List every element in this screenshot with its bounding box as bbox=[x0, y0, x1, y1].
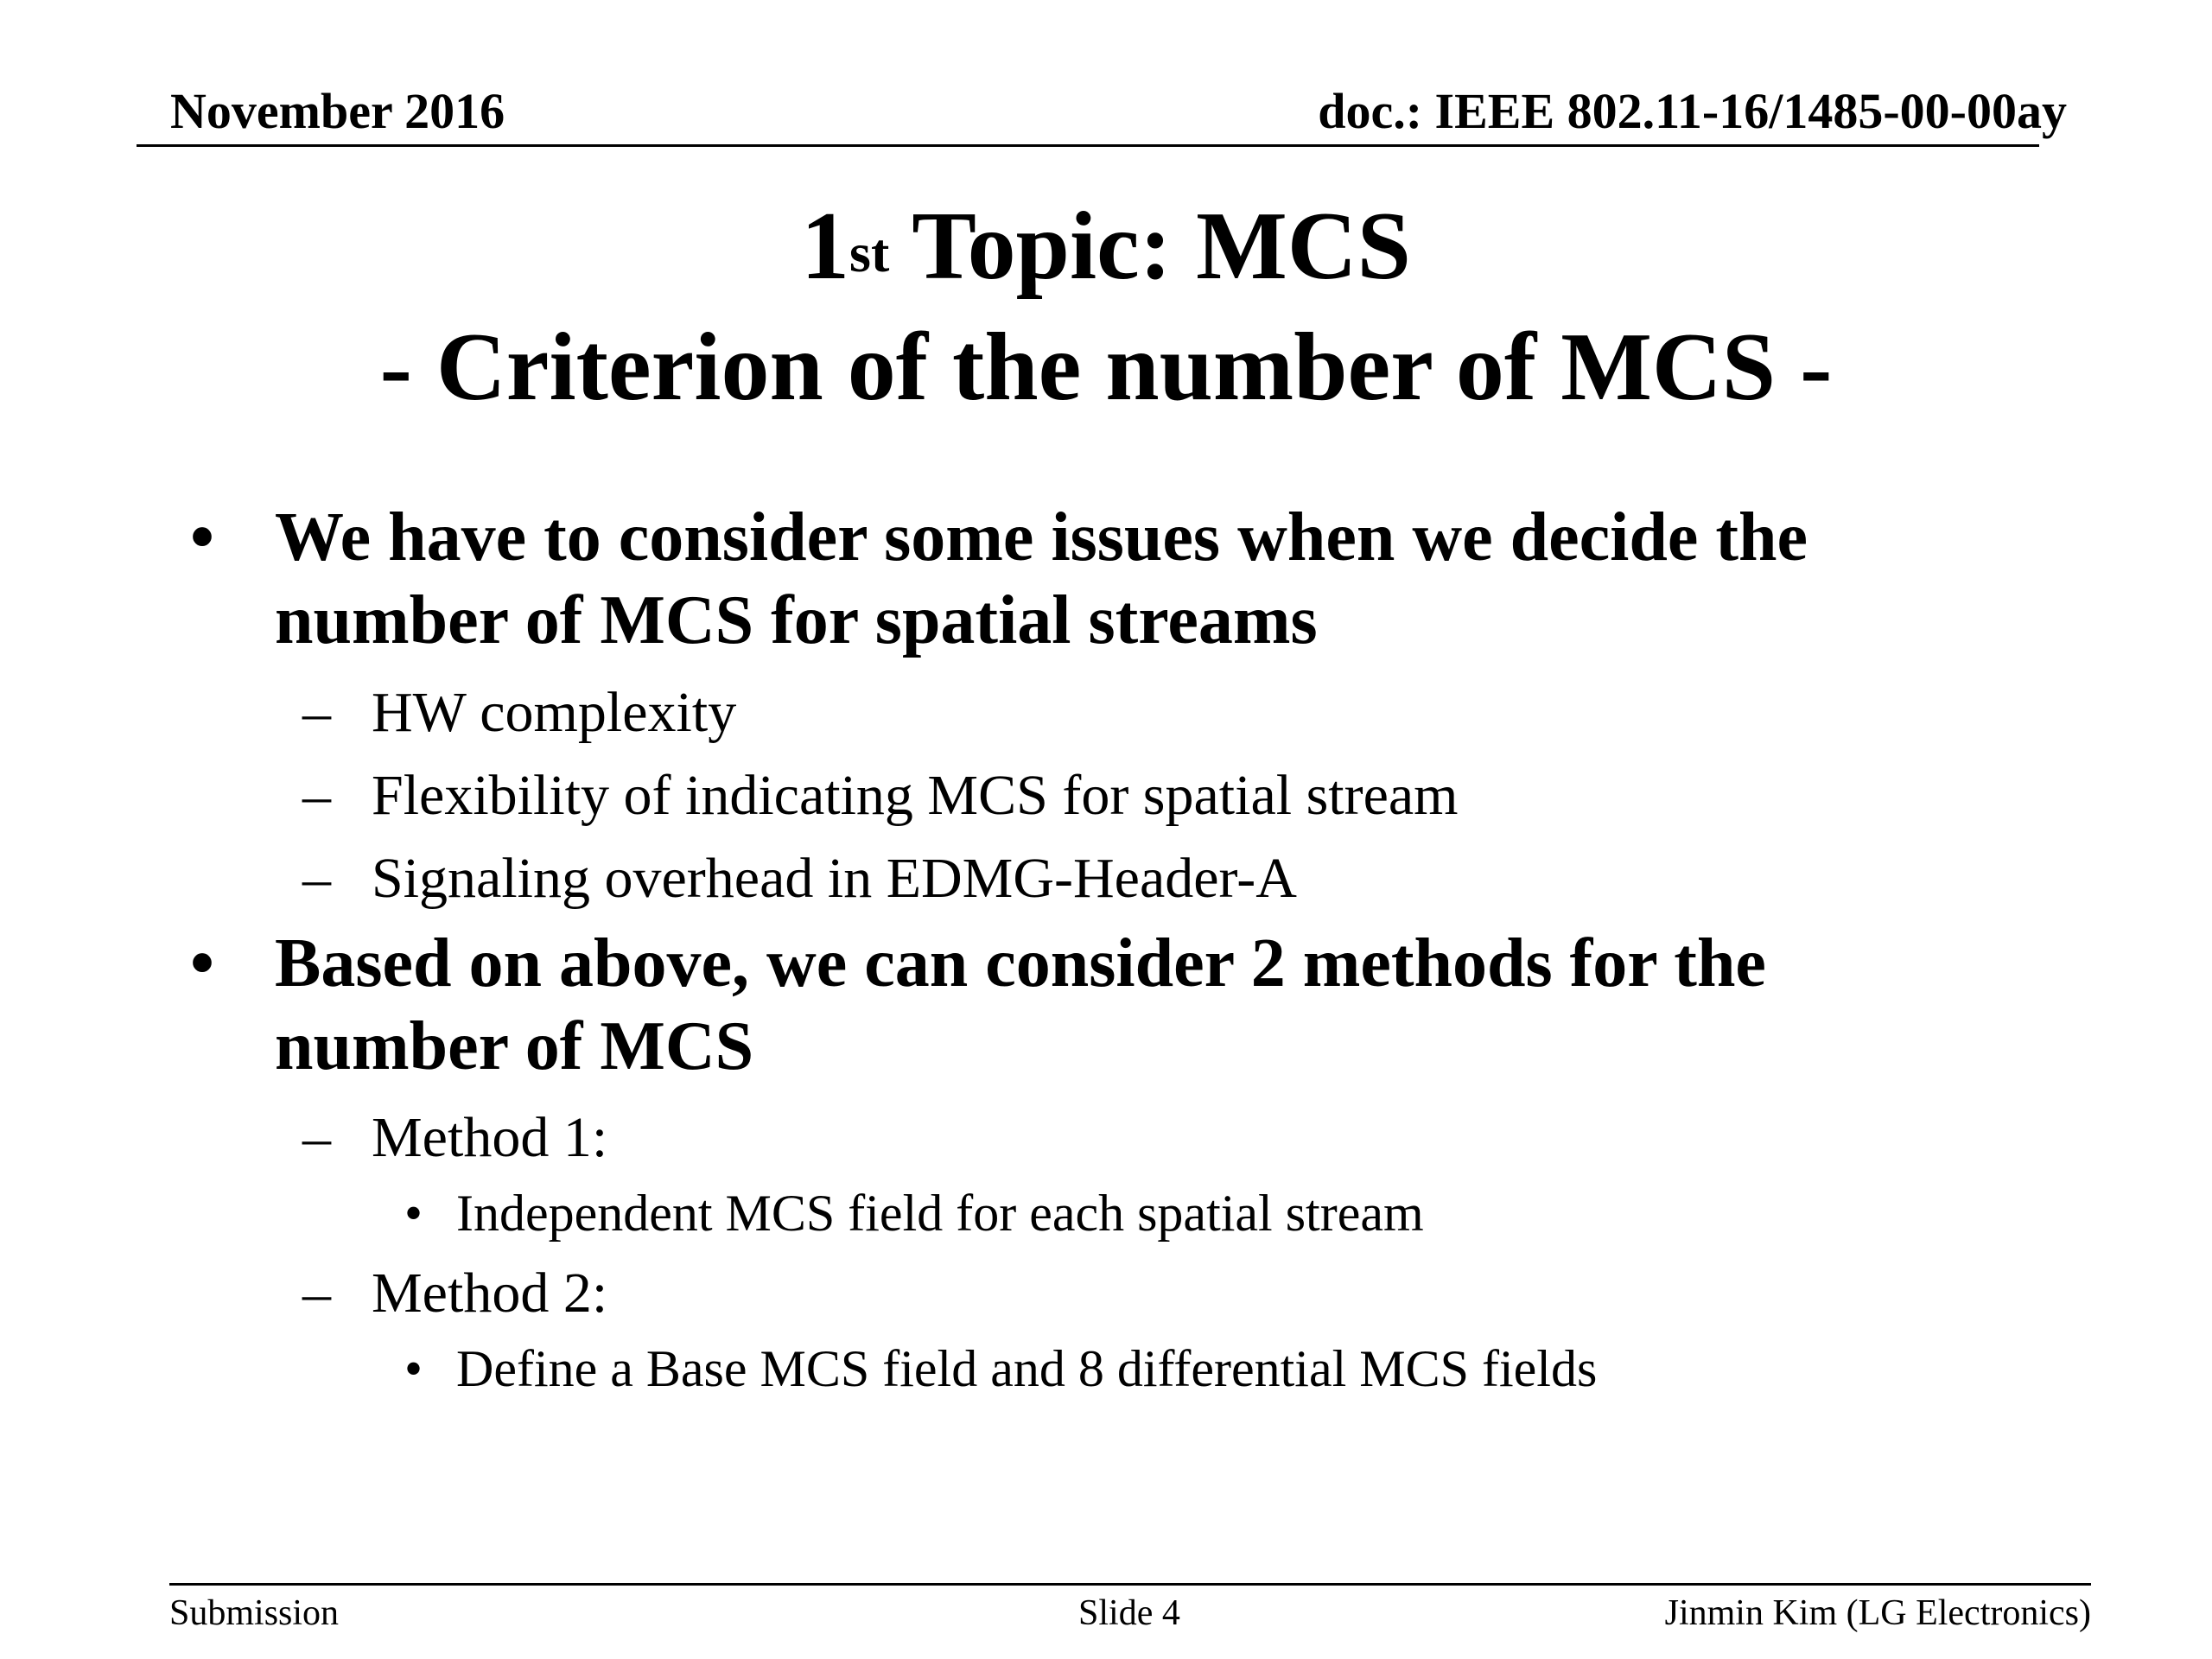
sub-bullet-text: Method 2: bbox=[372, 1262, 608, 1325]
title-line-1 bbox=[0, 186, 2212, 307]
dot-marker: • bbox=[404, 1340, 423, 1397]
footer-divider bbox=[169, 1583, 2091, 1586]
sub-sub-bullet-text: Define a Base MCS field and 8 differential MCS fields bbox=[456, 1340, 1598, 1397]
dash-marker: – bbox=[302, 1106, 331, 1169]
dash-marker: – bbox=[302, 1262, 331, 1325]
dash-marker: – bbox=[302, 681, 331, 744]
sub-bullet-text: Signaling overhead in EDMG-Header-A bbox=[372, 847, 1297, 910]
bullet-text: Based on above, we can consider 2 methods for the number of MCS bbox=[275, 925, 1766, 1084]
footer-author: Jinmin Kim (LG Electronics) bbox=[1664, 1593, 2091, 1633]
dash-marker: – bbox=[302, 764, 331, 827]
title-ordinal-number: 1 bbox=[801, 193, 850, 300]
sub-bullet-item bbox=[302, 1259, 608, 1328]
bullet-item bbox=[190, 496, 2003, 662]
sub-sub-bullet-item bbox=[404, 1182, 1424, 1244]
bullet-marker: • bbox=[190, 925, 215, 1001]
sub-bullet-text: Method 1: bbox=[372, 1106, 608, 1169]
sub-bullet-text: HW complexity bbox=[372, 681, 737, 744]
footer-slide-number: Slide 4 bbox=[1078, 1593, 1180, 1633]
title-ordinal-suffix: st bbox=[849, 222, 890, 283]
sub-bullet-item bbox=[302, 678, 737, 747]
header-date: November 2016 bbox=[170, 83, 505, 139]
dot-marker: • bbox=[404, 1185, 423, 1242]
bullet-text: We have to consider some issues when we decide the number of MCS for spatial streams bbox=[275, 499, 1808, 658]
bullet-item bbox=[190, 922, 2003, 1088]
sub-bullet-item bbox=[302, 844, 1297, 913]
sub-bullet-text: Flexibility of indicating MCS for spatial stream bbox=[372, 764, 1459, 827]
title-line-1-rest: Topic: MCS bbox=[889, 193, 1411, 300]
dash-marker: – bbox=[302, 847, 331, 910]
bullet-marker: • bbox=[190, 499, 215, 575]
sub-sub-bullet-text: Independent MCS field for each spatial stream bbox=[456, 1185, 1424, 1242]
sub-bullet-item bbox=[302, 1103, 608, 1173]
sub-bullet-item bbox=[302, 761, 1459, 830]
header-divider bbox=[137, 144, 2039, 147]
sub-sub-bullet-item bbox=[404, 1338, 1598, 1400]
header-doc-id: doc.: IEEE 802.11-16/1485-00-00ay bbox=[1318, 83, 2067, 139]
slide-title bbox=[0, 186, 2212, 428]
footer-submission: Submission bbox=[169, 1593, 340, 1633]
title-line-2: - Criterion of the number of MCS - bbox=[379, 314, 1833, 421]
